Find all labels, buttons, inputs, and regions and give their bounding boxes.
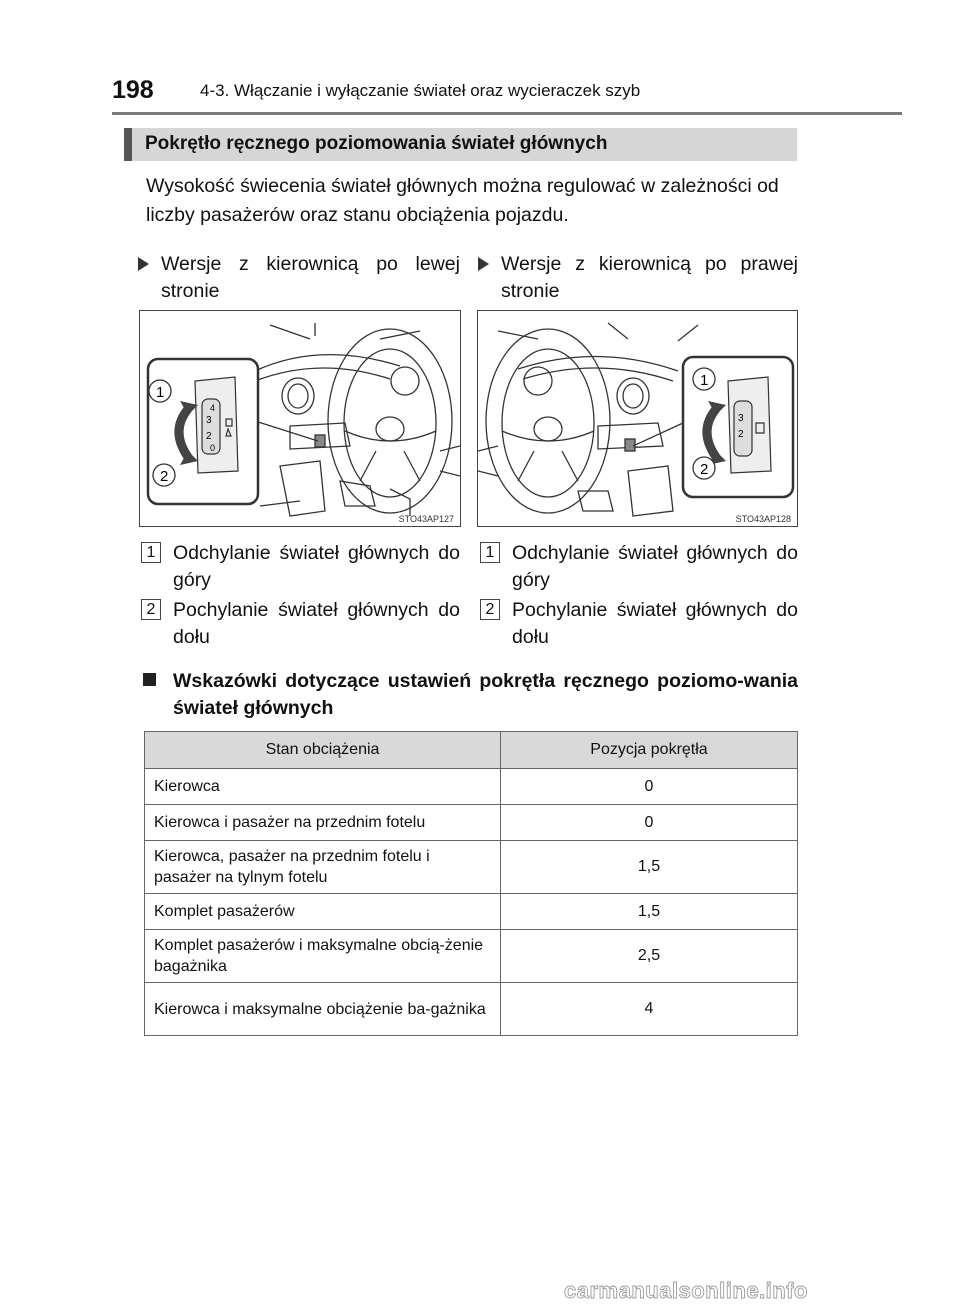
table-cell: 4 <box>501 983 798 1036</box>
table-cell: 0 <box>501 769 798 805</box>
table-header-cell: Stan obciążenia <box>145 732 501 769</box>
table-header-row <box>145 732 798 769</box>
callout-2: 2 <box>160 468 169 485</box>
svg-text:carmanualsonline.info: carmanualsonline.info <box>564 1278 808 1303</box>
triangle-bullet-icon <box>478 257 489 271</box>
callout-1: 1 <box>156 384 165 401</box>
table-row <box>145 769 798 805</box>
caption-right-1 <box>480 540 798 594</box>
section-heading <box>124 128 797 161</box>
dashboard-illustration-left <box>140 311 461 527</box>
caption-number: 2 <box>141 599 161 620</box>
caption-number: 2 <box>480 599 500 620</box>
caption-left-1 <box>141 540 460 594</box>
caption-left-2 <box>141 597 460 651</box>
dial-label: 2 <box>738 429 744 440</box>
table-cell: Kierowca i pasażer na przednim fotelu <box>145 805 501 841</box>
table-row <box>145 841 798 894</box>
caption-right-2 <box>480 597 798 651</box>
variant-right-label-block <box>478 251 798 305</box>
callout-2: 2 <box>700 461 709 478</box>
page-number: 198 <box>112 76 154 104</box>
table-cell: Komplet pasażerów i maksymalne obcią-żenie bagażnika <box>145 930 501 983</box>
image-code: STO43AP128 <box>735 514 791 524</box>
load-position-table <box>144 731 798 1036</box>
table-cell: Komplet pasażerów <box>145 894 501 930</box>
watermark-logo <box>560 1276 955 1306</box>
table-header-cell: Pozycja pokrętła <box>501 732 798 769</box>
caption-number: 1 <box>480 542 500 563</box>
figure-left-hand-drive <box>139 310 461 527</box>
chapter-title: 4-3. Włączanie i wyłączanie świateł oraz wycieraczek szyb <box>200 81 641 100</box>
variant-right-label: Wersje z kierownicą po prawej stronie <box>501 253 798 302</box>
table-cell: 1,5 <box>501 894 798 930</box>
table-row <box>145 894 798 930</box>
dial-label: 2 <box>206 431 212 442</box>
dial-label: 4 <box>210 403 216 413</box>
dial-label: 0 <box>210 443 216 453</box>
tips-heading-block <box>143 668 798 722</box>
table-row <box>145 930 798 983</box>
caption-text: Odchylanie świateł głównych do góry <box>173 542 460 591</box>
image-code: STO43AP127 <box>398 514 454 524</box>
dashboard-illustration-right <box>478 311 798 527</box>
table-row <box>145 983 798 1036</box>
tips-heading: Wskazówki dotyczące ustawień pokrętła ręcznego poziomo-wania świateł głównych <box>173 670 798 719</box>
caption-text: Pochylanie świateł głównych do dołu <box>173 599 460 648</box>
table-cell: Kierowca, pasażer na przednim fotelu i pasażer na tylnym fotelu <box>145 841 501 894</box>
figure-right-hand-drive <box>477 310 798 527</box>
table-row <box>145 805 798 841</box>
table-cell: 1,5 <box>501 841 798 894</box>
header-rule <box>112 112 902 115</box>
square-bullet-icon <box>143 673 156 686</box>
caption-text: Odchylanie świateł głównych do góry <box>512 542 798 591</box>
dial-label: 3 <box>738 413 744 424</box>
caption-text: Pochylanie świateł głównych do dołu <box>512 599 798 648</box>
callout-1: 1 <box>700 372 709 389</box>
intro-paragraph: Wysokość świecenia świateł głównych można regulować w zależności od liczby pasażerów oraz stanu obciążenia pojazdu. <box>146 175 779 226</box>
table-cell: 2,5 <box>501 930 798 983</box>
table-cell: Kierowca i maksymalne obciążenie ba-gażnika <box>145 983 501 1036</box>
triangle-bullet-icon <box>138 257 149 271</box>
variant-left-label: Wersje z kierownicą po lewej stronie <box>161 253 460 302</box>
section-title: Pokrętło ręcznego poziomowania świateł głównych <box>145 133 608 154</box>
table-cell: 0 <box>501 805 798 841</box>
dial-label: 3 <box>206 415 212 426</box>
caption-number: 1 <box>141 542 161 563</box>
variant-left-label-block <box>138 251 460 305</box>
table-cell: Kierowca <box>145 769 501 805</box>
